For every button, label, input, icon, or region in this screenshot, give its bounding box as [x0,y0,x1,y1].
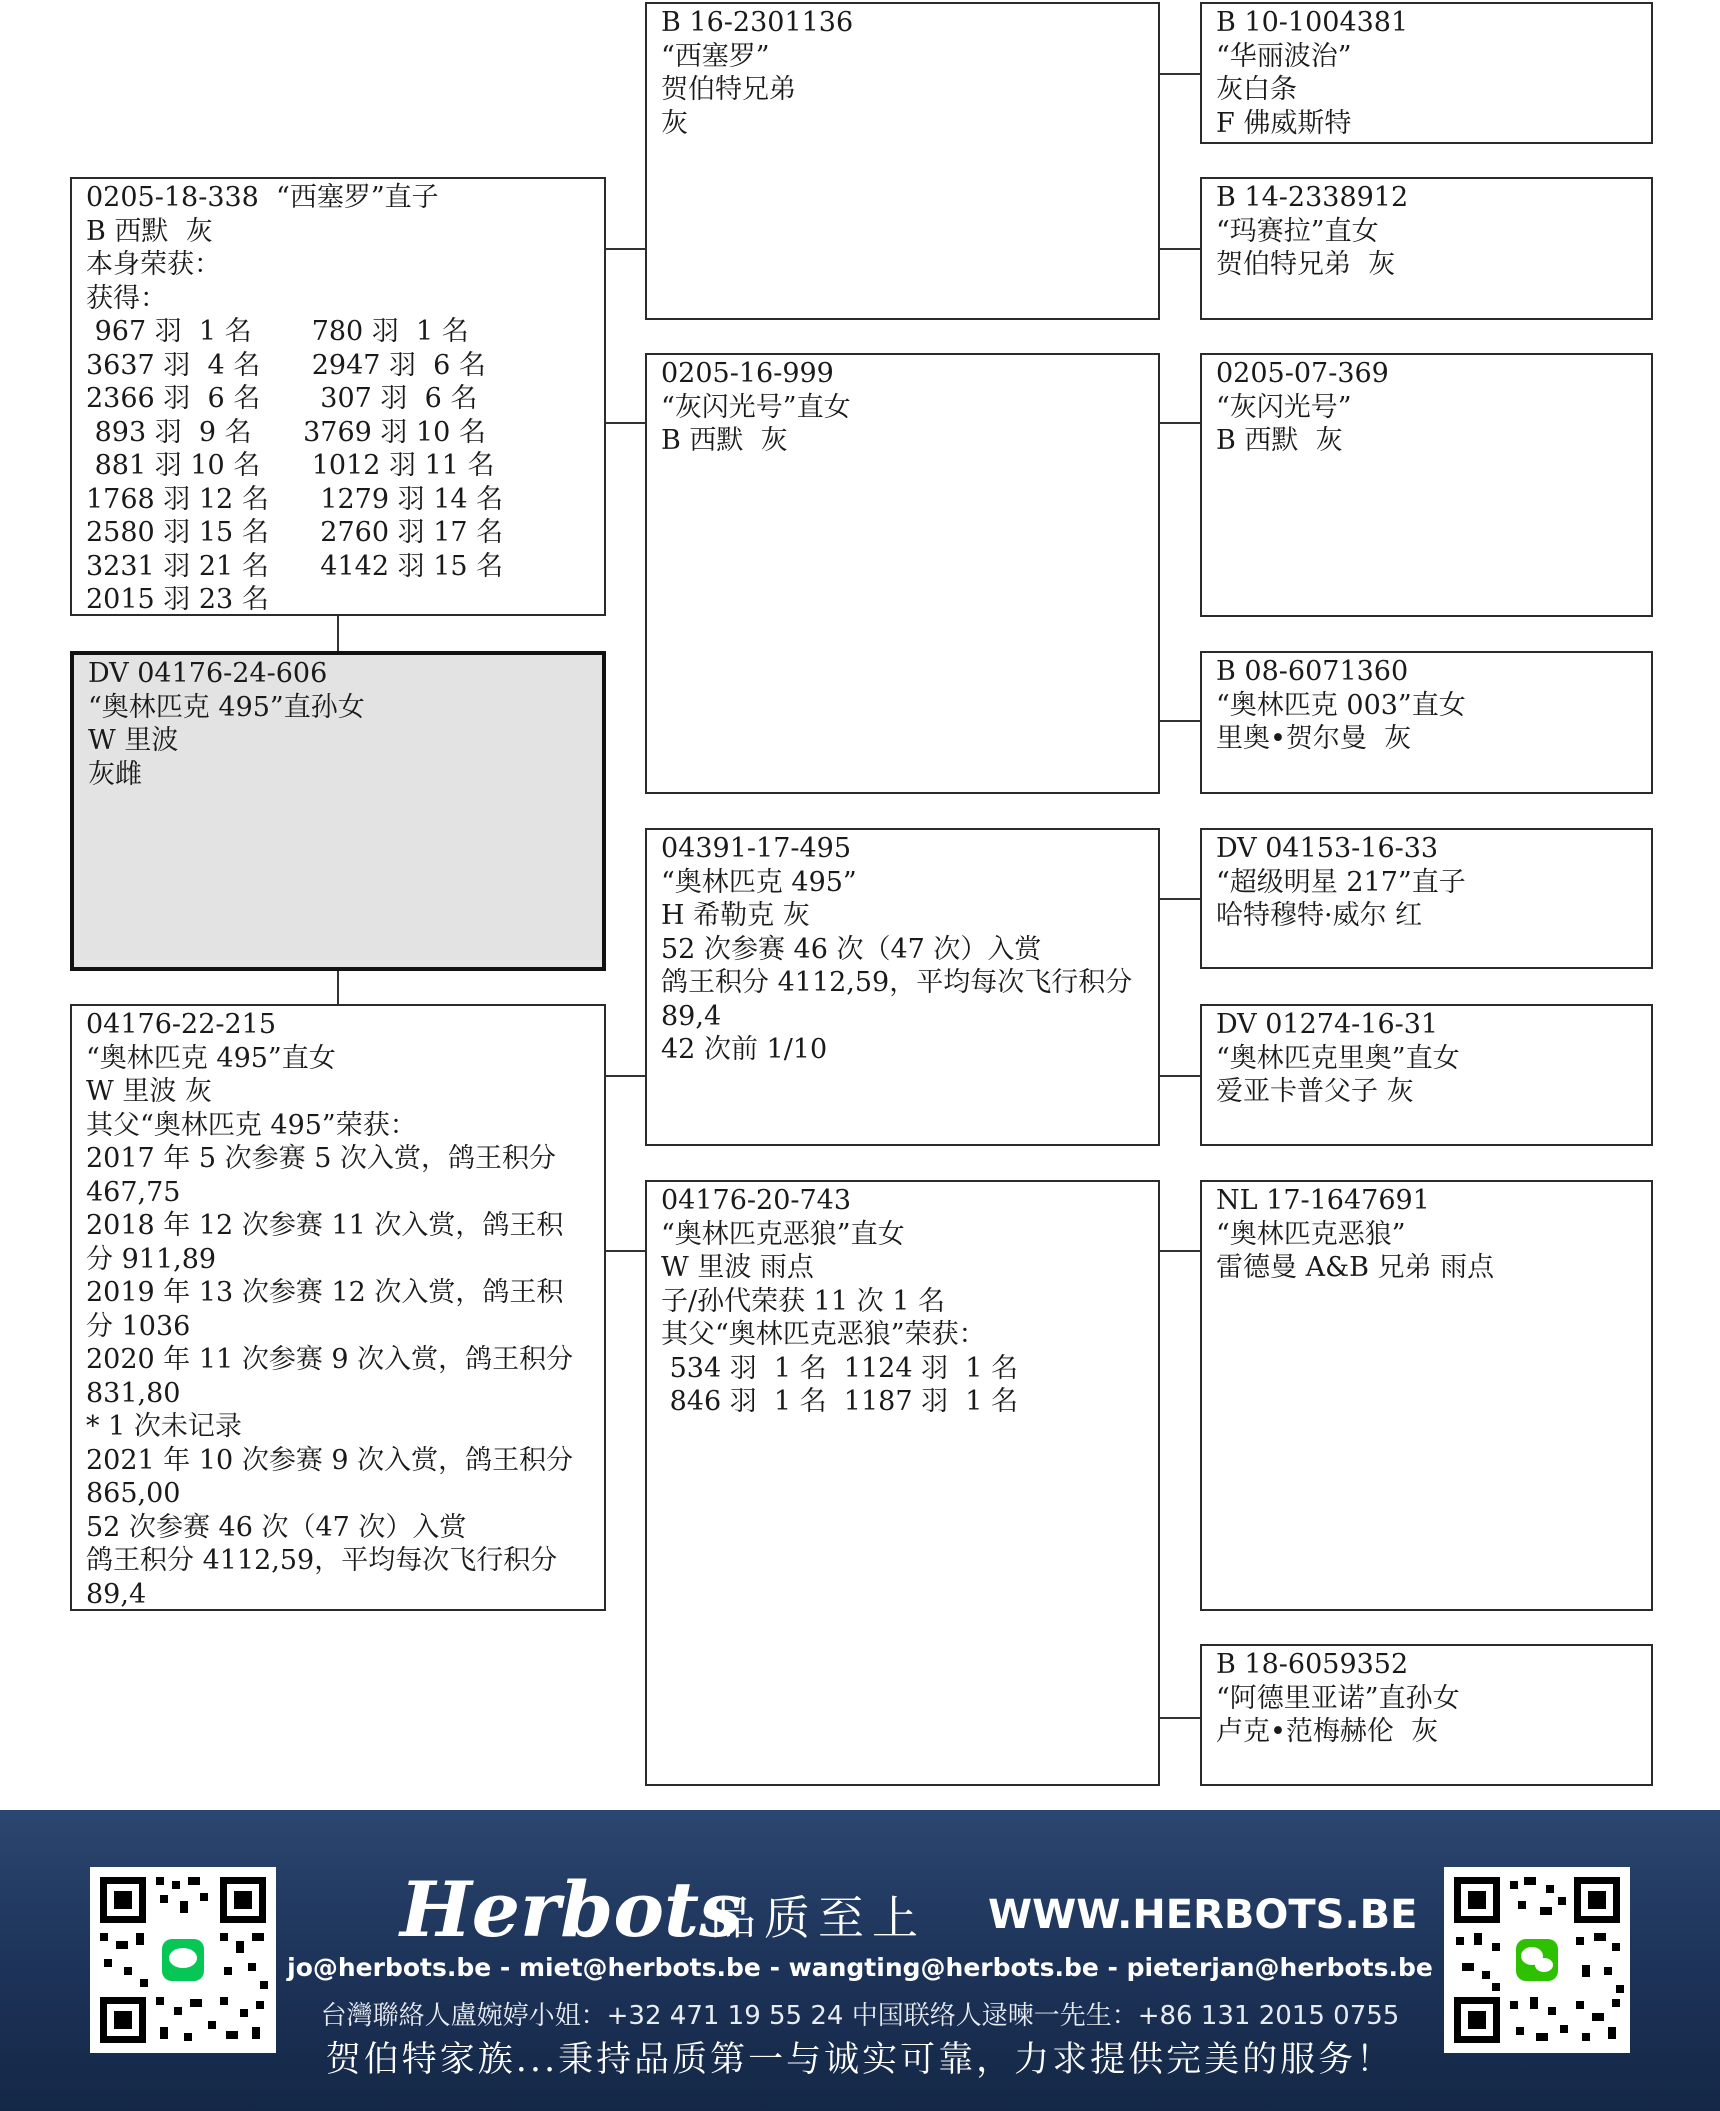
dd-name: “奥林匹克恶狼”直女 [661,1218,905,1250]
dam-result: 2019 年 13 次参赛 12 次入赏，鸽王积分 1036 [86,1277,564,1342]
ss-ring: B 16-2301136 [661,7,854,38]
footer-banner [0,1810,1720,2111]
subject-name: “奥林匹克 495”直孙女 [88,691,365,723]
sire-result: 2366 羽 6 名 307 羽 6 名 [86,383,478,414]
ds-name: “奥林匹克 495” [661,866,857,898]
ds-result: 鸽王积分 4112,59，平均每次飞行积分 89,4 [661,967,1133,1032]
dam-summary: 鸽王积分 4112,59，平均每次飞行积分 89,4 [86,1545,558,1610]
dd-result: 846 羽 1 名 1187 羽 1 名 [661,1386,1019,1417]
dss-name: “超级明星 217”直子 [1216,866,1466,898]
dd-ring: 04176-20-743 [661,1185,852,1216]
wechat-qr-code[interactable] [1444,1867,1630,2053]
dd-result: 534 羽 1 名 1124 羽 1 名 [661,1352,1019,1384]
sss-name: “华丽波治” [1216,40,1352,72]
sire-result: 893 羽 9 名 3769 羽 10 名 [86,416,486,448]
dam-card [70,1004,606,1611]
dam-result: 2020 年 11 次参赛 9 次入赏，鸽王积分 831,80 [86,1344,574,1409]
connector-sire-parents [604,248,646,250]
subject-ring: DV 04176-24-606 [88,658,328,689]
ss-owner: 贺伯特兄弟 [661,74,796,105]
dam-summary: 52 次参赛 46 次（47 次）入赏 [86,1511,467,1543]
sss-owner: F 佛威斯特 [1216,107,1352,139]
dsd-ring: DV 01274-16-31 [1216,1009,1439,1040]
dam-name: “奥林匹克 495”直女 [86,1042,336,1074]
dds-card [1200,1180,1653,1611]
sire-result: 1768 羽 12 名 1279 羽 14 名 [86,483,504,515]
connector-dd-ddd [1159,1717,1201,1719]
grandsire-paternal-card [645,2,1160,320]
sd-name: “灰闪光号”直女 [661,391,851,423]
ssd-ring: B 14-2338912 [1216,182,1409,213]
sd-owner: B 西默 灰 [661,425,788,456]
sds-name: “灰闪光号” [1216,391,1352,423]
connector-sd-sdd [1159,720,1201,722]
sire-ring: 0205-18-338 “西塞罗”直子 [86,182,439,213]
connector-sd-sds [1159,422,1201,424]
dam-text: 其父“奥林匹克 495”荣获： [86,1109,417,1141]
connector-sire-subject [337,615,339,653]
sdd-owner: 里奥•贺尔曼 灰 [1216,723,1412,754]
ds-result: 42 次前 1/10 [661,1034,828,1065]
slogan: 品质至上 [710,1891,926,1945]
sire-text: 本身荣获： [86,249,221,280]
connector-dam-ds [604,1075,646,1077]
motto: 贺伯特家族...秉持品质第一与诚实可靠，力求提供完美的服务！ [325,2040,1395,2080]
connector-dam-dd [604,1250,646,1252]
dss-ring: DV 04153-16-33 [1216,833,1439,864]
sire-result: 967 羽 1 名 780 羽 1 名 [86,316,469,347]
sire-result: 2580 羽 15 名 2760 羽 17 名 [86,517,504,548]
sire-card [70,177,606,616]
dds-ring: NL 17-1647691 [1216,1185,1430,1216]
ssd-card [1200,177,1653,320]
sire-text: 获得： [86,282,167,314]
sdd-card [1200,651,1653,794]
connector-sire-sd [604,422,646,424]
dsd-card [1200,1004,1653,1146]
granddam-paternal-card [645,353,1160,794]
sire-result: 3231 羽 21 名 4142 羽 15 名 [86,550,504,582]
website-link[interactable]: WWW.HERBOTS.BE [988,1892,1418,1938]
dss-card [1200,828,1653,969]
sire-result: 3637 羽 4 名 2947 羽 6 名 [86,349,486,381]
dam-result: 2018 年 12 次参赛 11 次入赏，鸽王积分 911,89 [86,1210,564,1275]
dam-result: 2021 年 10 次参赛 9 次入赏，鸽王积分 865,00 [86,1444,574,1509]
sire-result: 881 羽 10 名 1012 羽 11 名 [86,450,495,481]
contact-line: 台灣聯絡人盧婉婷小姐：+32 471 19 55 24 中国联络人逯暕一先生：+86 131 2015 0755 [320,2001,1400,2031]
sire-owner: B 西默 灰 [86,215,213,247]
ds-owner: H 希勒克 灰 [661,900,810,931]
ddd-name: “阿德里亚诺”直孙女 [1216,1682,1460,1714]
dds-owner: 雷德曼 A&B 兄弟 雨点 [1216,1252,1495,1283]
sds-owner: B 西默 灰 [1216,425,1343,456]
dd-result: 其父“奥林匹克恶狼”荣获： [661,1319,986,1350]
ddd-card [1200,1644,1653,1786]
dam-result: 2017 年 5 次参赛 5 次入赏，鸽王积分 467,75 [86,1143,556,1208]
ddd-ring: B 18-6059352 [1216,1649,1409,1680]
connector-ss-ssd [1159,248,1201,250]
dd-owner: W 里波 雨点 [661,1252,814,1283]
wechat-qr-icon [1444,1867,1630,2053]
email-list[interactable]: jo@herbots.be - miet@herbots.be - wangting@herbots.be - pieterjan@herbots.be [287,1953,1433,1982]
dsd-name: “奥林匹克里奥”直女 [1216,1042,1460,1074]
ss-name: “西塞罗” [661,40,770,72]
connector-subject-dam [337,970,339,1005]
connector-ss-sss [1159,73,1201,75]
sdd-name: “奥林匹克 003”直女 [1216,689,1466,721]
dd-result: 子/孙代荣获 11 次 1 名 [661,1285,945,1317]
connector-ds-dss [1159,898,1201,900]
dam-note: * 1 次未记录 [86,1411,242,1442]
dam-owner: W 里波 灰 [86,1076,212,1107]
subject-color: 灰雌 [88,758,142,790]
subject-owner: W 里波 [88,725,179,756]
sire-result: 2015 羽 23 名 [86,584,269,615]
grandsire-maternal-card [645,828,1160,1146]
dam-ring: 04176-22-215 [86,1009,277,1040]
dds-name: “奥林匹克恶狼” [1216,1218,1406,1250]
sss-ring: B 10-1004381 [1216,7,1409,38]
sdd-ring: B 08-6071360 [1216,656,1409,687]
sds-ring: 0205-07-369 [1216,358,1389,389]
ssd-name: “玛赛拉”直女 [1216,215,1379,247]
ddd-owner: 卢克•范梅赫伦 灰 [1216,1716,1439,1747]
dss-owner: 哈特穆特·威尔 红 [1216,900,1423,931]
ds-result: 52 次参赛 46 次（47 次）入赏 [661,933,1042,965]
ds-ring: 04391-17-495 [661,833,852,864]
connector-ds-dsd [1159,1075,1201,1077]
ssd-owner: 贺伯特兄弟 灰 [1216,249,1396,280]
connector-dd-dds [1159,1250,1201,1252]
sss-card [1200,2,1653,144]
sss-color: 灰白条 [1216,74,1297,105]
sd-ring: 0205-16-999 [661,358,834,389]
ss-color: 灰 [661,107,688,139]
subject-card [70,651,606,971]
dsd-owner: 爱亚卡普父子 灰 [1216,1076,1414,1107]
herbots-logo: Herbots [400,1865,742,1954]
sds-card [1200,353,1653,617]
granddam-maternal-card [645,1180,1160,1786]
